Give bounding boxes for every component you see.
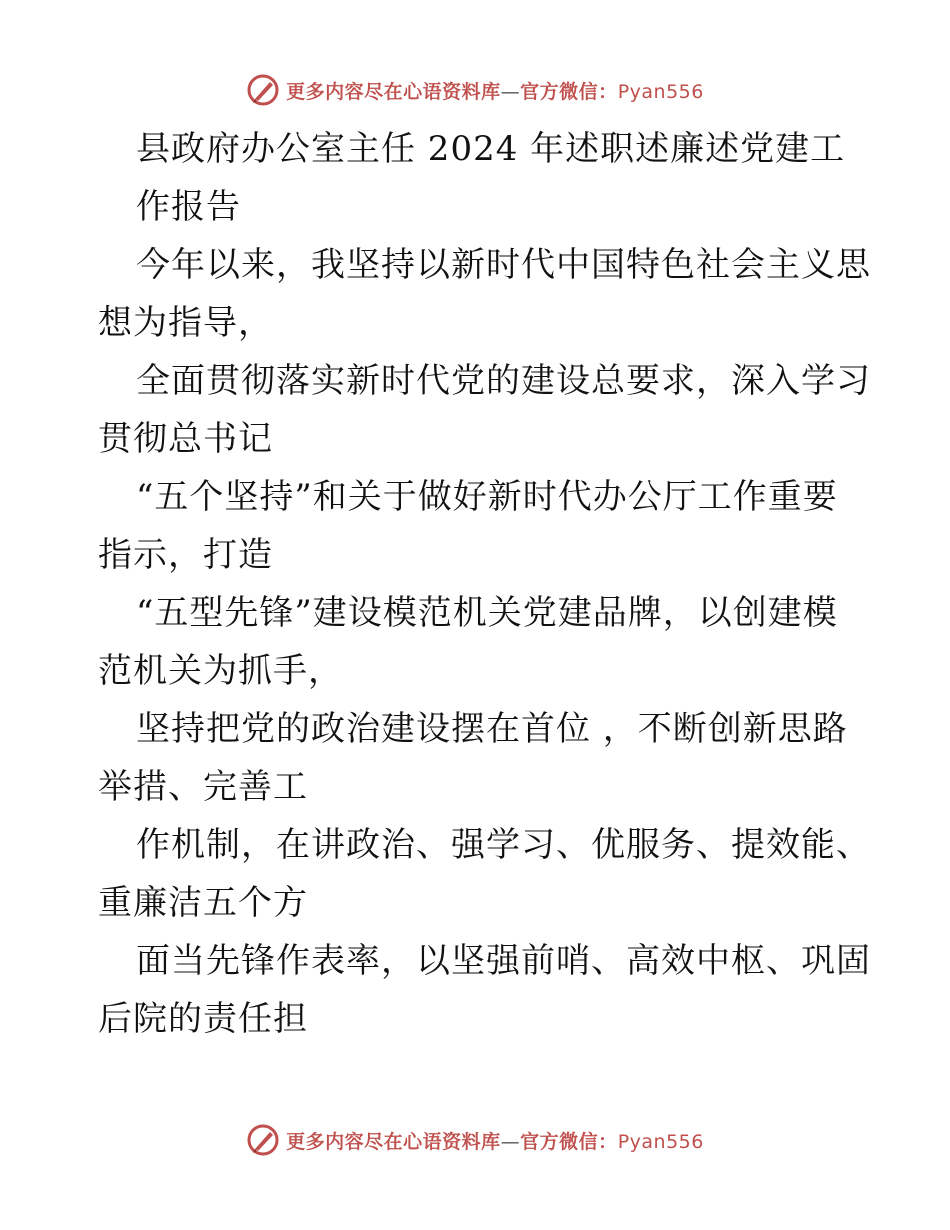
paragraph-line: 范机关为抓手， bbox=[98, 651, 343, 691]
watermark-main-text: 更多内容尽在心语资料库 bbox=[286, 80, 501, 103]
paragraph-line: 指示，打造 bbox=[98, 535, 273, 575]
paragraph-line: 想为指导， bbox=[98, 303, 273, 343]
watermark-text bbox=[286, 77, 704, 104]
paragraph-line: 今年以来，我坚持以新时代中国特色社会主义思 bbox=[136, 245, 871, 285]
watermark-wechat-id: Pyan556 bbox=[617, 1130, 704, 1153]
paragraph-line: 贯彻总书记 bbox=[98, 419, 273, 459]
paragraph-line: “五型先锋”建设模范机关党建品牌，以创建模 bbox=[136, 593, 838, 633]
quill-pen-circle-icon bbox=[246, 73, 280, 107]
paragraph-line: 举措、完善工 bbox=[98, 767, 308, 807]
watermark-official-label: 官方微信： bbox=[520, 80, 618, 103]
document-body bbox=[98, 120, 871, 1048]
paragraph-line: 作机制，在讲政治、强学习、优服务、提效能、 bbox=[136, 825, 871, 865]
watermark-header bbox=[0, 70, 950, 110]
paragraph-line: 全面贯彻落实新时代党的建设总要求，深入学习 bbox=[136, 361, 871, 401]
paragraph-line: 后院的责任担 bbox=[98, 999, 308, 1039]
watermark-official-label: 官方微信： bbox=[520, 1130, 618, 1153]
watermark-footer bbox=[0, 1120, 950, 1160]
watermark-text bbox=[286, 1127, 704, 1154]
paragraph-line: 面当先锋作表率，以坚强前哨、高效中枢、巩固 bbox=[136, 941, 871, 981]
watermark-wechat-id: Pyan556 bbox=[617, 80, 704, 103]
quill-pen-circle-icon bbox=[246, 1123, 280, 1157]
paragraph-line: “五个坚持”和关于做好新时代办公厅工作重要 bbox=[136, 477, 838, 517]
watermark-separator: — bbox=[500, 1130, 521, 1153]
watermark-main-text: 更多内容尽在心语资料库 bbox=[286, 1130, 501, 1153]
document-title-line-1: 县政府办公室主任 2024 年述职述廉述党建工 bbox=[136, 129, 846, 169]
paragraph-line: 重廉洁五个方 bbox=[98, 883, 308, 923]
watermark-separator: — bbox=[500, 80, 521, 103]
paragraph-line: 坚持把党的政治建设摆在首位 ，不断创新思路 bbox=[136, 709, 848, 749]
document-title-line-2: 作报告 bbox=[136, 187, 241, 227]
